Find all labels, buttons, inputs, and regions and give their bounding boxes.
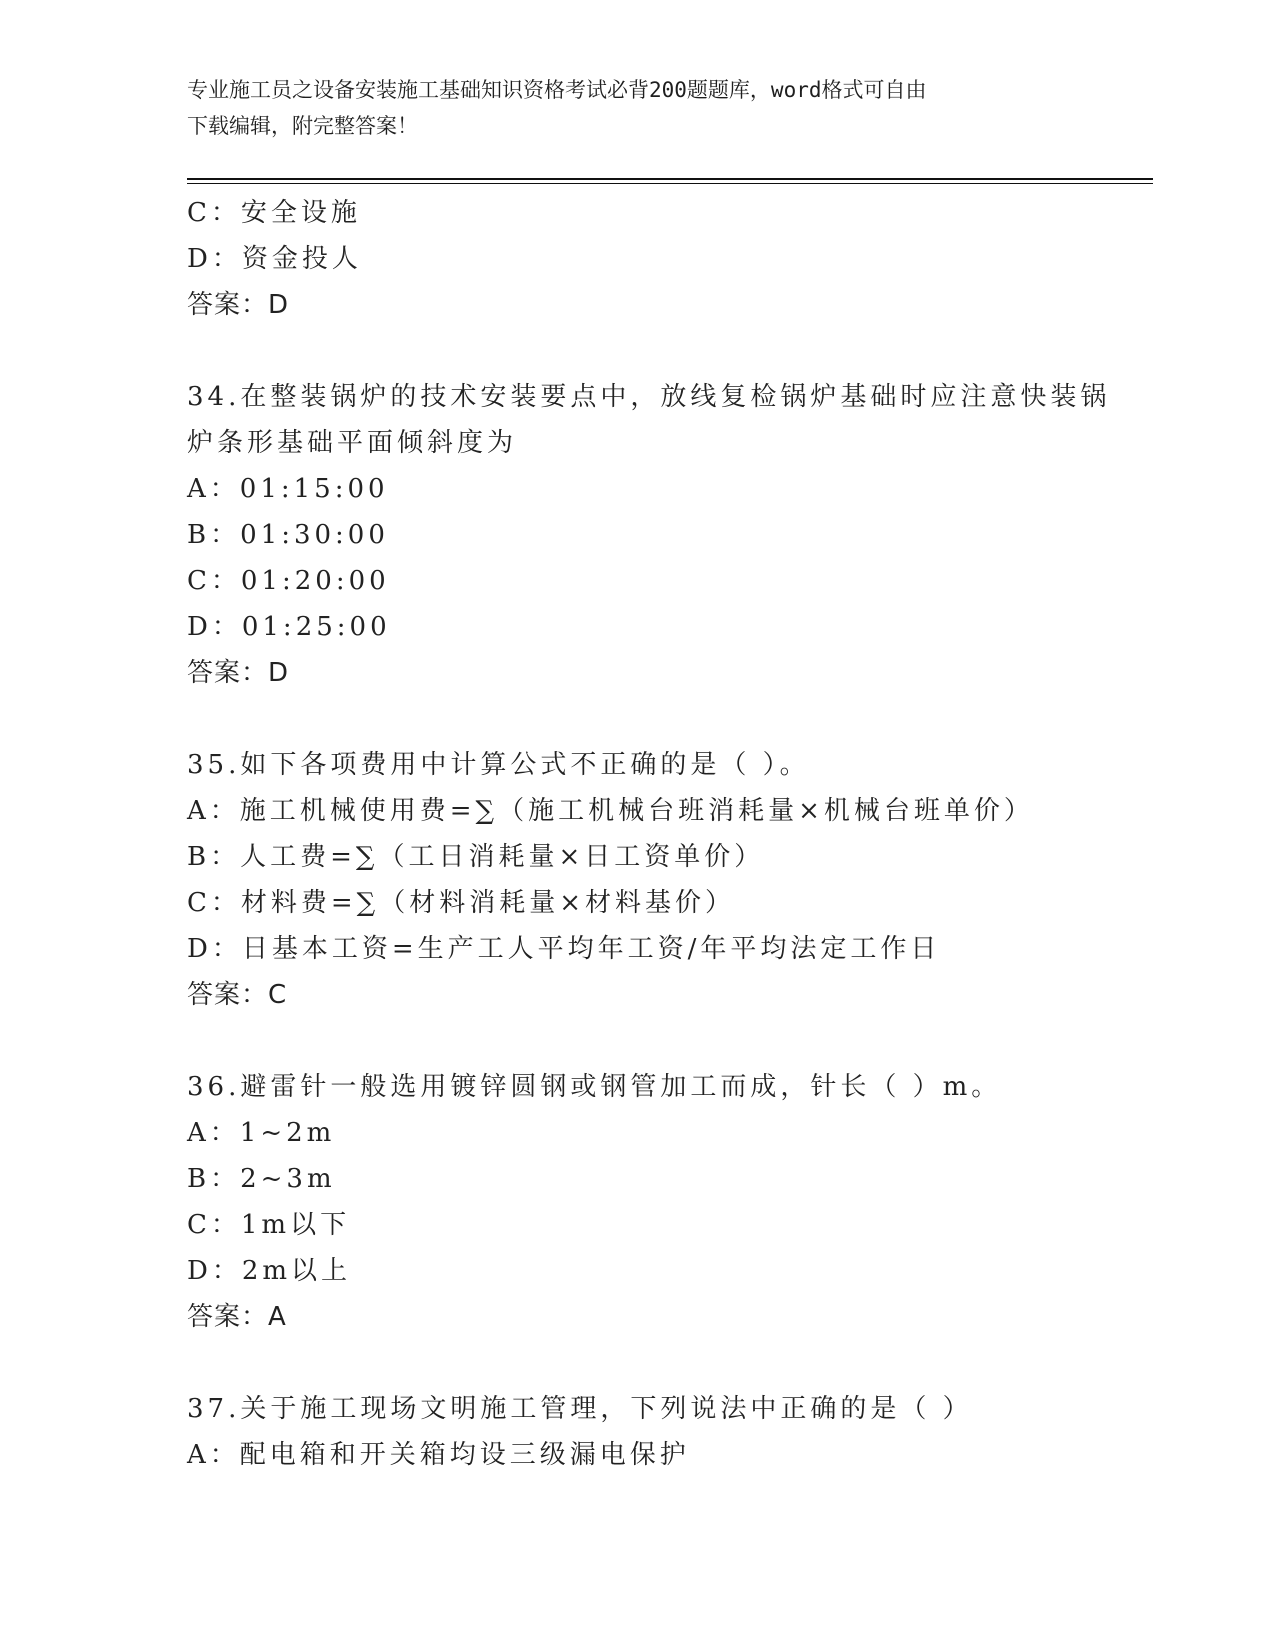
option-a: A：1~2m xyxy=(187,1118,336,1148)
document-header xyxy=(187,72,1067,144)
option-b: B：2~3m xyxy=(187,1164,336,1194)
header-divider-thin xyxy=(187,183,1153,184)
spacer xyxy=(187,696,1153,742)
question-37 xyxy=(187,1386,1153,1478)
question-35 xyxy=(187,742,1153,1018)
option-c: C：安全设施 xyxy=(187,198,361,228)
option-d: D：01:25:00 xyxy=(187,612,391,642)
question-stem-line-2: 炉条形基础平面倾斜度为 xyxy=(187,428,518,458)
answer: 答案：A xyxy=(187,1302,287,1332)
spacer xyxy=(187,1340,1153,1386)
question-stem: 35.如下各项费用中计算公式不正确的是（ ）。 xyxy=(187,750,810,780)
option-a: A：施工机械使用费=∑（施工机械台班消耗量×机械台班单价） xyxy=(187,796,1034,826)
spacer xyxy=(187,328,1153,374)
option-c: C：01:20:00 xyxy=(187,566,390,596)
header-line-1: 专业施工员之设备安装施工基础知识资格考试必背200题题库，word格式可自由 xyxy=(187,78,927,102)
question-34 xyxy=(187,374,1153,696)
option-d: D：资金投人 xyxy=(187,244,362,274)
option-d: D：2m以上 xyxy=(187,1256,352,1286)
header-line-2: 下载编辑，附完整答案！ xyxy=(187,114,418,138)
answer: 答案：D xyxy=(187,290,290,320)
question-33 xyxy=(187,190,1153,328)
question-list xyxy=(187,190,1153,1478)
option-a: A：配电箱和开关箱均设三级漏电保护 xyxy=(187,1440,690,1470)
question-stem: 37.关于施工现场文明施工管理，下列说法中正确的是（ ） xyxy=(187,1394,973,1424)
question-36 xyxy=(187,1064,1153,1340)
answer: 答案：D xyxy=(187,658,290,688)
option-c: C：材料费=∑（材料消耗量×材料基价） xyxy=(187,888,736,918)
option-d: D：日基本工资=生产工人平均年工资/年平均法定工作日 xyxy=(187,934,941,964)
option-b: B：01:30:00 xyxy=(187,520,389,550)
option-c: C：1m以下 xyxy=(187,1210,351,1240)
question-stem-line-1: 34.在整装锅炉的技术安装要点中，放线复检锅炉基础时应注意快装锅 xyxy=(187,382,1111,412)
spacer xyxy=(187,1018,1153,1064)
option-a: A：01:15:00 xyxy=(187,474,389,504)
question-stem: 36.避雷针一般选用镀锌圆钢或钢管加工而成，针长（ ）m。 xyxy=(187,1072,1002,1102)
answer: 答案：C xyxy=(187,980,288,1010)
header-divider-thick xyxy=(187,178,1153,180)
option-b: B：人工费=∑（工日消耗量×日工资单价） xyxy=(187,842,765,872)
